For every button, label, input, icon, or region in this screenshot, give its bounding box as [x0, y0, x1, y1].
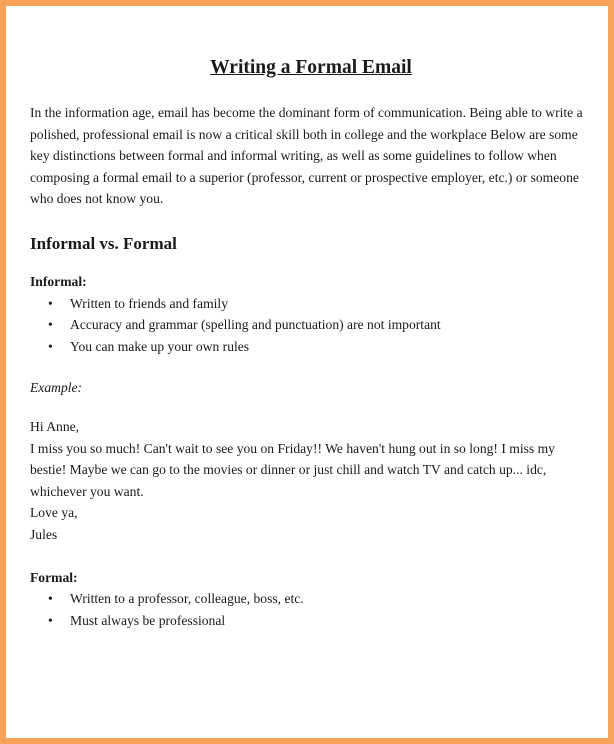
bullet-icon: •: [48, 338, 53, 354]
email-greeting: Hi Anne,: [30, 418, 80, 434]
informal-heading: Informal:: [30, 273, 87, 289]
intro-paragraph: In the information age, email has become the dominant form of communication. Being able to write a polished, professional email is now a critical skill both in college and the workplace Below are some key distinctions between formal and informal writing, as well as some guidelines to follow when composing a formal email to a superior (professor, current or prospective employer, etc.) or someone who does not know you.: [30, 105, 583, 207]
example-email: [30, 416, 586, 546]
formal-heading: Formal:: [30, 569, 78, 585]
email-body: I miss you so much! Can't wait to see you on Friday!! We haven't hung out in so long! I miss my bestie! Maybe we can go to the movies or dinner or just chill and watch TV and catch up... idc, whichever you want.: [30, 440, 555, 499]
list-item: • You can make up your own rules: [48, 336, 586, 358]
list-item: • Written to a professor, colleague, boss, etc.: [48, 588, 586, 610]
formal-list: [26, 588, 586, 631]
list-item: • Must always be professional: [48, 610, 586, 632]
section-heading: Informal vs. Formal: [30, 233, 177, 253]
email-closing: Love ya,: [30, 505, 78, 521]
example-label: Example:: [30, 380, 83, 396]
bullet-icon: •: [48, 317, 53, 333]
document-page: [26, 54, 586, 631]
bullet-icon: •: [48, 295, 53, 311]
document-title: Writing a Formal Email: [210, 57, 412, 78]
list-item: • Accuracy and grammar (spelling and punctuation) are not important: [48, 314, 586, 336]
bullet-icon: •: [48, 591, 53, 607]
bullet-icon: •: [48, 612, 53, 628]
informal-list: [26, 293, 586, 358]
list-item: • Written to friends and family: [48, 293, 586, 315]
email-signature: Jules: [30, 526, 58, 542]
